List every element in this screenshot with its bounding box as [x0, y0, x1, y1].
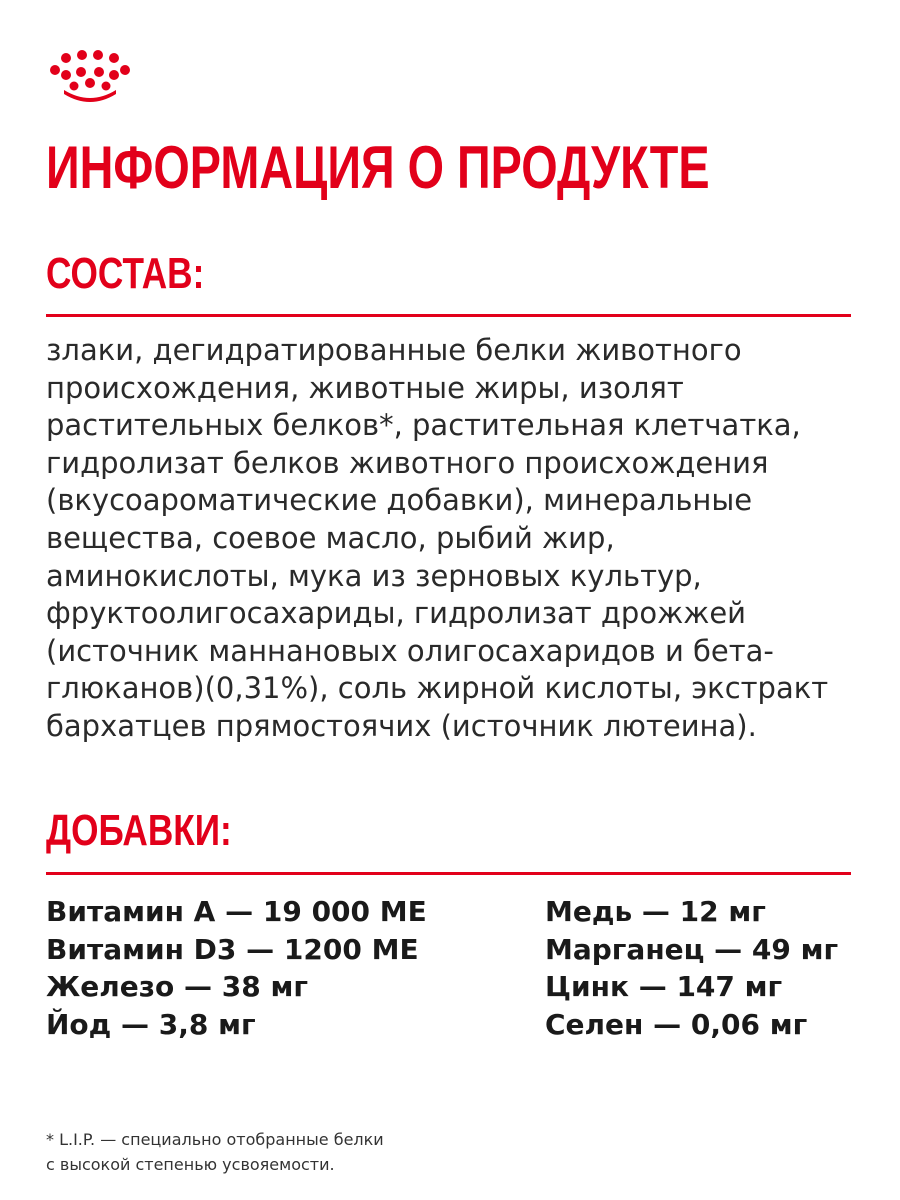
additive-item: Медь — 12 мг [545, 895, 766, 928]
royal-canin-crown-icon [44, 50, 136, 102]
composition-text: злаки, дегидратированные белки животного происхождения, животные жиры, изолят растительных белков*, растительная клетчатка, гидролизат белков животного происхождения (вкусоароматические добавки), минеральные вещества, соевое масло, рыбий жир, аминокислоты, мука из зерновых культур, фруктоолигосахариды, гидролизат дрожжей (источник маннановых олигосахаридов и бета- глюканов)(0,31%), соль жирной кислоты, экстракт бархатцев прямостоячих (источник лютеина). [46, 333, 829, 743]
page-title: ИНФОРМАЦИЯ О ПРОДУКТЕ [46, 134, 710, 201]
additive-item: Витамин D3 — 1200 МЕ [46, 932, 419, 966]
additive-item: Селен — 0,06 мг [545, 1007, 808, 1041]
additives-divider [46, 872, 851, 875]
additive-item: Цинк — 147 мг [545, 970, 783, 1003]
additive-item: Железо — 38 мг [46, 970, 308, 1003]
composition-divider [46, 314, 851, 317]
composition-heading: СОСТАВ: [46, 249, 205, 298]
additives-list-left [46, 893, 427, 1043]
additive-item: Марганец — 49 мг [545, 932, 839, 966]
additive-item: Йод — 3,8 мг [46, 1007, 256, 1041]
additive-item: Витамин А — 19 000 МЕ [46, 895, 427, 928]
footnote: * L.I.P. — специально отобранные белки с высокой степенью усвояемости. [46, 1130, 384, 1174]
additives-heading: ДОБАВКИ: [46, 806, 232, 855]
additives-list-right [545, 893, 838, 1043]
